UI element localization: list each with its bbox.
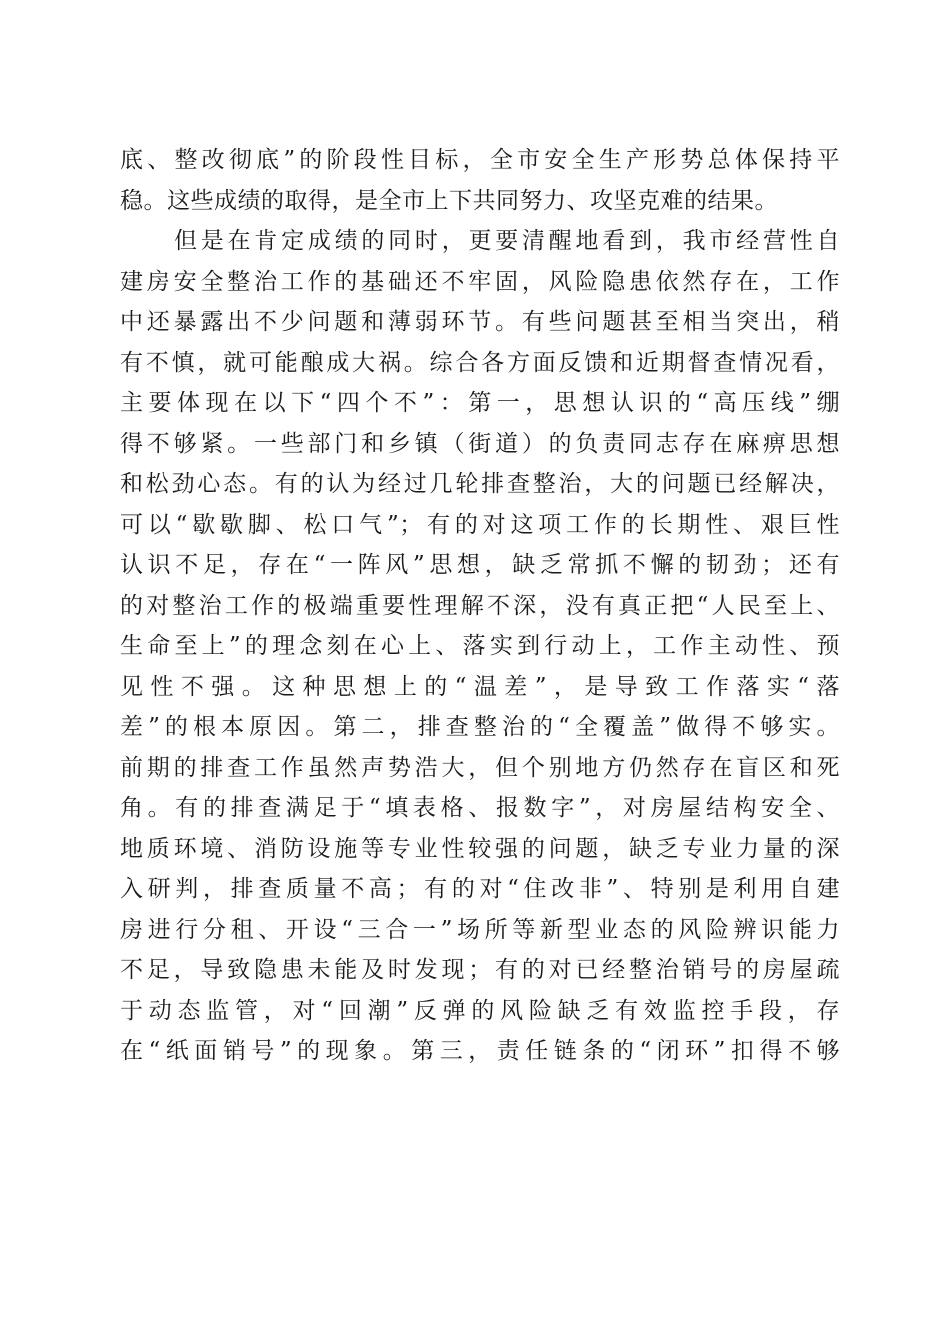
text-line: 稳。这些成绩的取得，是全市上下共同努力、攻坚克难的结果。 xyxy=(120,187,778,214)
text-line: 差”的根本原因。第二，排查整治的“全覆盖”做得不够实。 xyxy=(120,714,840,740)
text-line: 的对整治工作的极端重要性理解不深，没有真正把“人民至上、 xyxy=(120,592,840,619)
text-line: 不足，导致隐患未能及时发现；有的对已经整治销号的房屋疏 xyxy=(120,957,840,983)
text-line: 有不慎，就可能酿成大祸。综合各方面反馈和近期督查情况看， xyxy=(120,349,840,376)
text-line: 生命至上”的理念刻在心上、落实到行动上，工作主动性、预 xyxy=(120,633,840,659)
text-line: 在“纸面销号”的现象。第三，责任链条的“闭环”扣得不够 xyxy=(120,1038,840,1064)
text-line: 于动态监管，对“回潮”反弹的风险缺乏有效监控手段，存 xyxy=(120,997,840,1024)
text-line: 认识不足，存在“一阵风”思想，缺乏常抓不懈的韧劲；还有 xyxy=(120,552,840,578)
text-line: 房进行分租、开设“三合一”场所等新型业态的风险辨识能力 xyxy=(120,916,840,943)
text-line: 入研判，排查质量不高；有的对“住改非”、特别是利用自建 xyxy=(120,876,840,902)
paragraph-first-line: 但是在肯定成绩的同时，更要清醒地看到，我市经营性自 xyxy=(174,228,840,254)
text-line: 建房安全整治工作的基础还不牢固，风险隐患依然存在，工作 xyxy=(120,268,840,295)
text-line: 中还暴露出不少问题和薄弱环节。有些问题甚至相当突出，稍 xyxy=(120,309,840,335)
text-line: 地质环境、消防设施等专业性较强的问题，缺乏专业力量的深 xyxy=(120,835,840,862)
text-line: 和松劲心态。有的认为经过几轮排查整治，大的问题已经解决， xyxy=(120,471,840,497)
text-line: 主要体现在以下“四个不”：第一，思想认识的“高压线”绷 xyxy=(120,390,840,416)
text-line: 角。有的排查满足于“填表格、报数字”，对房屋结构安全、 xyxy=(120,795,840,821)
text-line: 前期的排查工作虽然声势浩大，但个别地方仍然存在盲区和死 xyxy=(120,754,840,781)
text-line: 得不够紧。一些部门和乡镇（街道）的负责同志存在麻痹思想 xyxy=(120,430,840,457)
body-text xyxy=(120,140,840,1072)
text-line: 见性不强。这种思想上的“温差”，是导致工作落实“落 xyxy=(120,673,840,700)
text-line: 底、整改彻底”的阶段性目标，全市安全生产形势总体保持平 xyxy=(120,147,840,173)
text-line: 可以“歇歇脚、松口气”；有的对这项工作的长期性、艰巨性 xyxy=(120,511,840,538)
